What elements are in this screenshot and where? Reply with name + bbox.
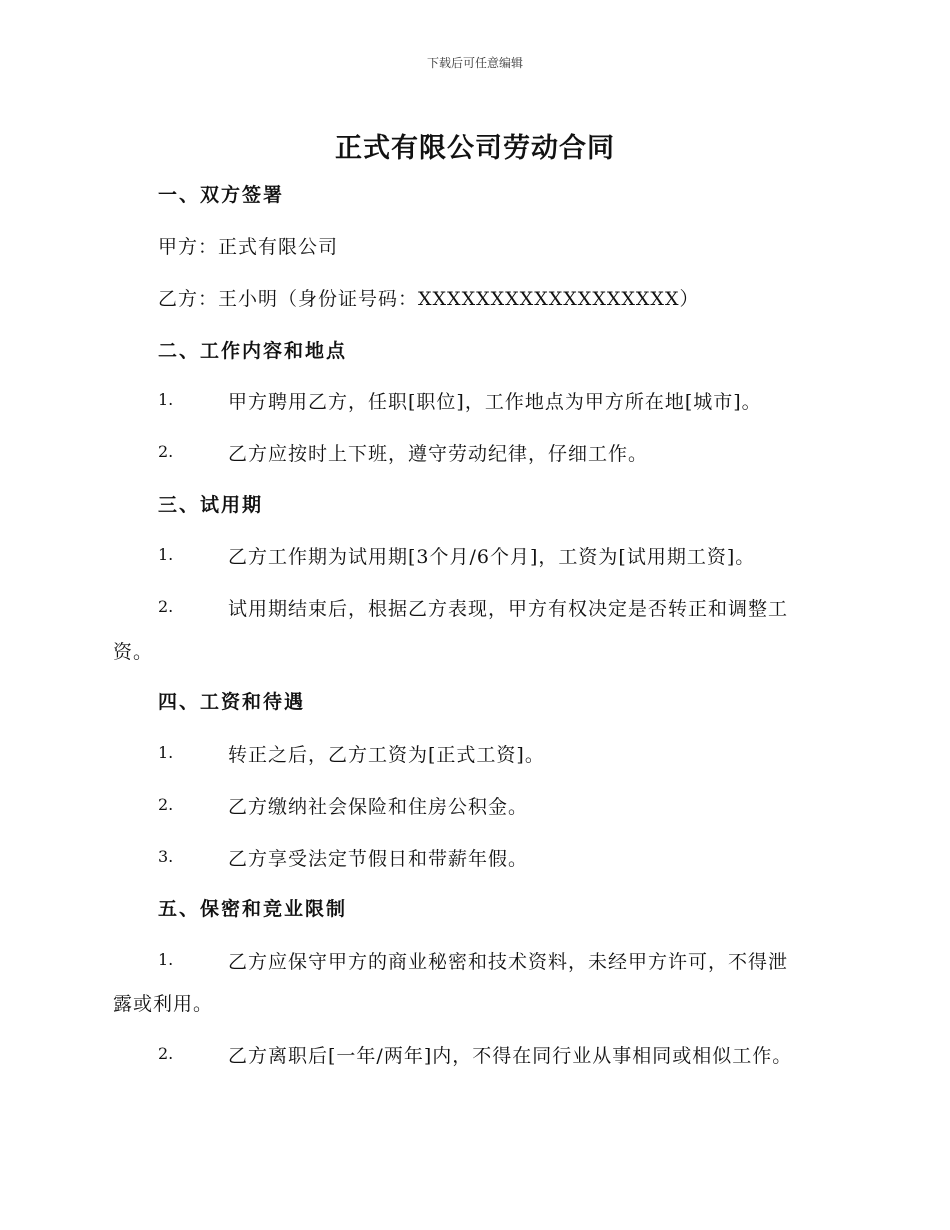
item-text: 乙方应按时上下班，遵守劳动纪律，仔细工作。 [228,443,649,465]
item-number: 2. [158,597,174,616]
item-number: 2. [158,1044,174,1063]
section-heading-2: 二、工作内容和地点 [158,340,348,362]
item-text: 乙方应保守甲方的商业秘密和技术资料，未经甲方许可，不得泄 [228,951,789,973]
item-text: 乙方享受法定节假日和带薪年假。 [228,848,529,870]
item-number: 1. [158,545,174,564]
item-text-continuation: 资。 [113,641,154,663]
item-text: 试用期结束后，根据乙方表现，甲方有权决定是否转正和调整工 [228,598,789,620]
item-text: 乙方离职后[一年/两年]内，不得在同行业从事相同或相似工作。 [228,1045,793,1067]
item-text: 乙方工作期为试用期[3个月/6个月]，工资为[试用期工资]。 [228,546,756,568]
party-a-line: 甲方：正式有限公司 [158,236,339,258]
item-text: 甲方聘用乙方，任职[职位]，工作地点为甲方所在地[城市]。 [228,391,762,413]
party-b-line: 乙方：王小明（身份证号码：XXXXXXXXXXXXXXXXXX） [158,288,700,310]
section-heading-1: 一、双方签署 [158,184,285,206]
section-heading-3: 三、试用期 [158,494,264,516]
item-number: 1. [158,950,174,969]
item-text-continuation: 露或利用。 [113,993,214,1015]
page-header: 下载后可任意编辑 [426,56,523,70]
item-number: 1. [158,390,174,409]
item-text: 转正之后，乙方工资为[正式工资]。 [228,744,545,766]
section-heading-5: 五、保密和竞业限制 [158,898,348,920]
item-number: 3. [158,847,174,866]
item-number: 2. [158,442,174,461]
item-number: 1. [158,743,174,762]
item-number: 2. [158,795,174,814]
item-text: 乙方缴纳社会保险和住房公积金。 [228,796,529,818]
section-heading-4: 四、工资和待遇 [158,691,306,713]
document-title: 正式有限公司劳动合同 [335,133,615,164]
